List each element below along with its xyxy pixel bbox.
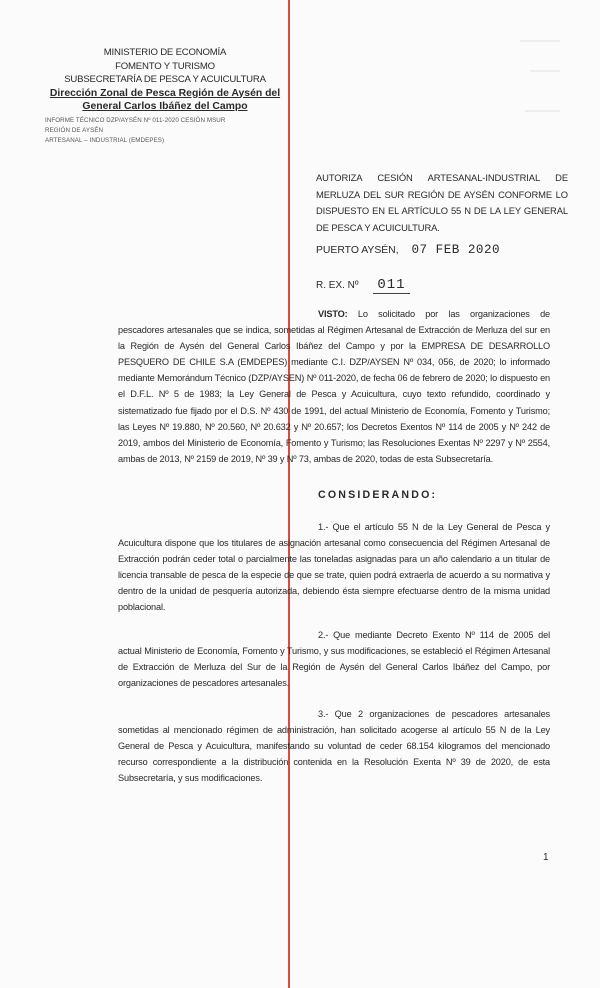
visto-label: VISTO: <box>318 309 348 319</box>
considerando-item-2 <box>118 627 550 691</box>
page-number: 1 <box>543 852 549 863</box>
resolution-number <box>316 277 410 293</box>
considerando-item-3 <box>118 706 550 786</box>
reference-line: INFORME TÉCNICO DZP/AYSÉN Nº 011-2020 CESIÓN MSUR <box>45 116 226 124</box>
ministry-name-2: FOMENTO Y TURISMO <box>115 60 215 72</box>
resolution-title <box>316 170 568 236</box>
reference-line: ARTESANAL – INDUSTRIAL (EMDEPES) <box>45 136 165 144</box>
item-text: 3.- Que 2 organizaciones de pescadores artesanales sometidas al mencionado régimen de administración, han solicitado acogerse al artículo 55 N de la Ley General de Pesca y Acuicultura, manifestando su voluntad de ceder 68.154 kilogramos del mencionado recurso correspondiente a la distribución contenida en la Resolución Exenta Nº 39 de 2020, de esta Subsecretaría, y sus modificaciones. <box>118 709 550 784</box>
bleed-through-mark <box>530 70 560 72</box>
issuer-header <box>45 46 285 146</box>
date-stamp: 07 FEB 2020 <box>411 243 501 257</box>
ministry-name: MINISTERIO DE ECONOMÍA <box>103 47 227 58</box>
visto-text: Lo solicitado por las organizaciones de pescadores artesanales que se indica, sometidas al Régimen Artesanal de Extracción de Merluza del sur en la Región de Aysén del General Carlos Ibáñez del Campo y por la EMPRESA DE DESARROLLO PESQUERO DE CHILE S.A (EMDEPES) mediante C.I. DZP/AYSEN Nº 034, 056, de 2020; lo informado mediante Memorándum Técnico (DZP/AYSEN) Nº 011-2020, de fecha 06 de febrero de 2020; lo dispuesto en el D.F.L. Nº 5 de 1983; la Ley General de Pesca y Acuicultura, cuyo texto refundido, coordinado y sistematizado fue fijado por el D.S. Nº 430 de 1991, del actual Ministerio de Economía, Fomento y Turismo; las Leyes Nº 19.880, Nº 20.560, Nº 20.632 y Nº 20.657; los Decretos Exentos Nº 114 de 2005 y Nº 242 de 2019, ambos del Ministerio de Economía, Fomento y Turismo; las Resoluciones Exentas Nº 2297 y Nº 2554, ambas de 2013, Nº 2159 de 2019, Nº 39 y Nº 73, ambas de 2020, todas de esta Subsecretaría. <box>118 309 550 464</box>
considerando-item-1 <box>118 519 550 616</box>
visto-paragraph <box>118 306 550 467</box>
place-label: PUERTO AYSÉN, <box>316 245 399 256</box>
subsecretaria-name: SUBSECRETARÍA DE PESCA Y ACUICULTURA <box>64 74 266 85</box>
rex-number: 011 <box>373 277 409 294</box>
considerando-heading: CONSIDERANDO: <box>318 489 438 501</box>
bleed-through-mark <box>520 40 560 42</box>
region-name: General Carlos Ibáñez del Campo <box>82 101 248 112</box>
direccion-zonal: Dirección Zonal de Pesca Región de Aysén del <box>49 87 281 99</box>
place-date <box>316 243 500 257</box>
margin-line <box>288 0 290 988</box>
bleed-through-mark <box>525 110 560 112</box>
item-text: 1.- Que el artículo 55 N de la Ley General de Pesca y Acuicultura dispone que los titulares de asignación artesanal como consecuencia del Régimen Artesanal de Extracción podrán ceder total o parcialmente las toneladas asignadas para un año calendario a un titular de licencia transable de pesca de la especie de que se trate, quien podrá extraerla de acuerdo a su normativa y dentro de la unidad de pesquería autorizada, debiendo ésta siempre efectuarse dentro de la misma unidad poblacional. <box>118 522 550 613</box>
item-text: 2.- Que mediante Decreto Exento Nº 114 de 2005 del actual Ministerio de Economía, Fomento y Turismo, y sus modificaciones, se estableció el Régimen Artesanal de Extracción de Merluza del Sur de la Región de Aysén del General Carlos Ibáñez del Campo, por organizaciones de pescadores artesanales. <box>118 630 550 689</box>
title-text: AUTORIZA CESIÓN ARTESANAL-INDUSTRIAL DE MERLUZA DEL SUR REGIÓN DE AYSÉN CONFORME LO DISPUESTO EN EL ARTÍCULO 55 N DE LA LEY GENERAL DE PESCA Y ACUICULTURA. <box>316 172 568 233</box>
reference-line: REGIÓN DE AYSÉN <box>45 126 104 134</box>
rex-label: R. EX. Nº <box>316 280 359 291</box>
